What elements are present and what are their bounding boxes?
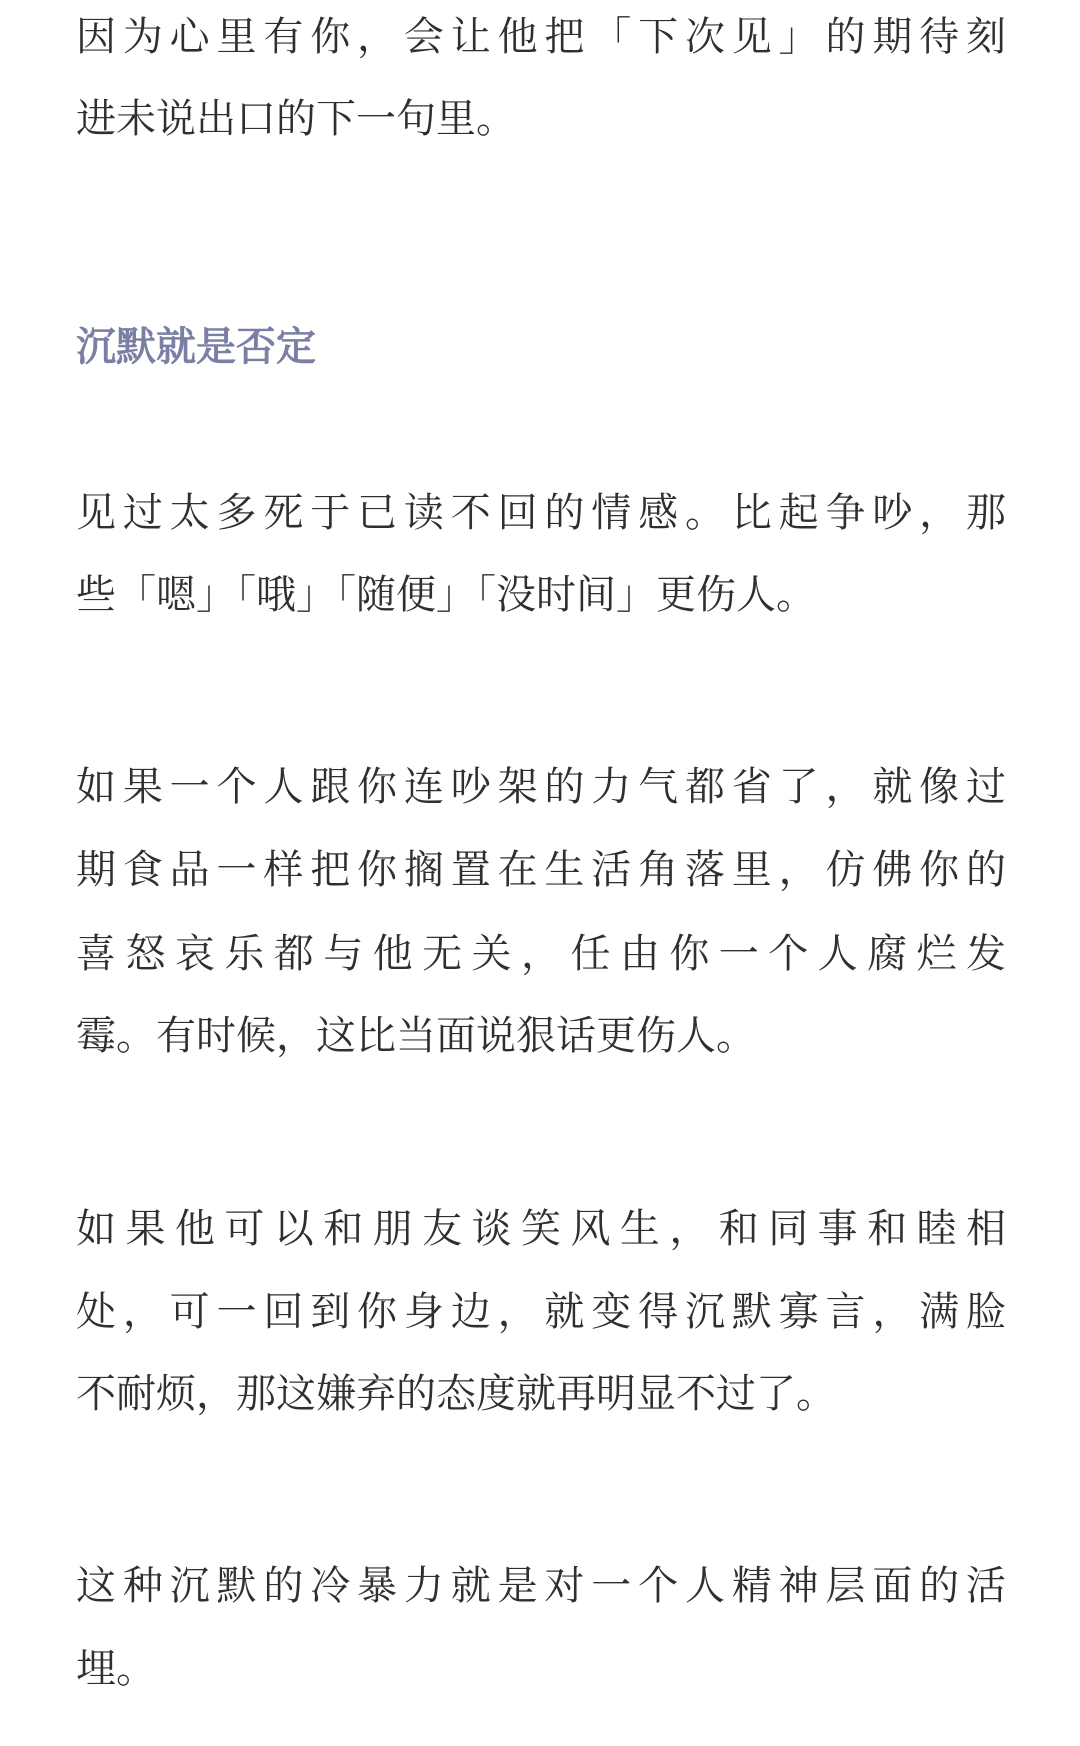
paragraph-3-line-1: 如果一个人跟你连吵架的力气都省了，就像过: [76, 764, 1006, 810]
section-heading: 沉默就是否定: [76, 324, 316, 370]
paragraph-3-line-2: 期食品一样把你搁置在生活角落里，仿佛你的: [76, 847, 1006, 893]
paragraph-5-line-1: 这种沉默的冷暴力就是对一个人精神层面的活: [76, 1563, 1006, 1609]
paragraph-2-line-1: 见过太多死于已读不回的情感。比起争吵，那: [76, 490, 1006, 536]
paragraph-4-line-3: 不耐烦，那这嫌弃的态度就再明显不过了。: [76, 1371, 836, 1417]
paragraph-3-line-3: 喜怒哀乐都与他无关，任由你一个人腐烂发: [76, 931, 1006, 977]
paragraph-2-line-2: 些「嗯」「哦」「随便」「没时间」更伤人。: [76, 572, 816, 618]
paragraph-5-line-2: 埋。: [76, 1646, 156, 1692]
paragraph-1-line-2: 进未说出口的下一句里。: [76, 96, 516, 142]
paragraph-4-line-1: 如果他可以和朋友谈笑风生，和同事和睦相: [76, 1206, 1006, 1252]
paragraph-3-line-4: 霉。有时候，这比当面说狠话更伤人。: [76, 1013, 756, 1059]
paragraph-1-line-1: 因为心里有你，会让他把「下次见」的期待刻: [76, 14, 1006, 60]
paragraph-4-line-2: 处，可一回到你身边，就变得沉默寡言，满脸: [76, 1289, 1006, 1335]
